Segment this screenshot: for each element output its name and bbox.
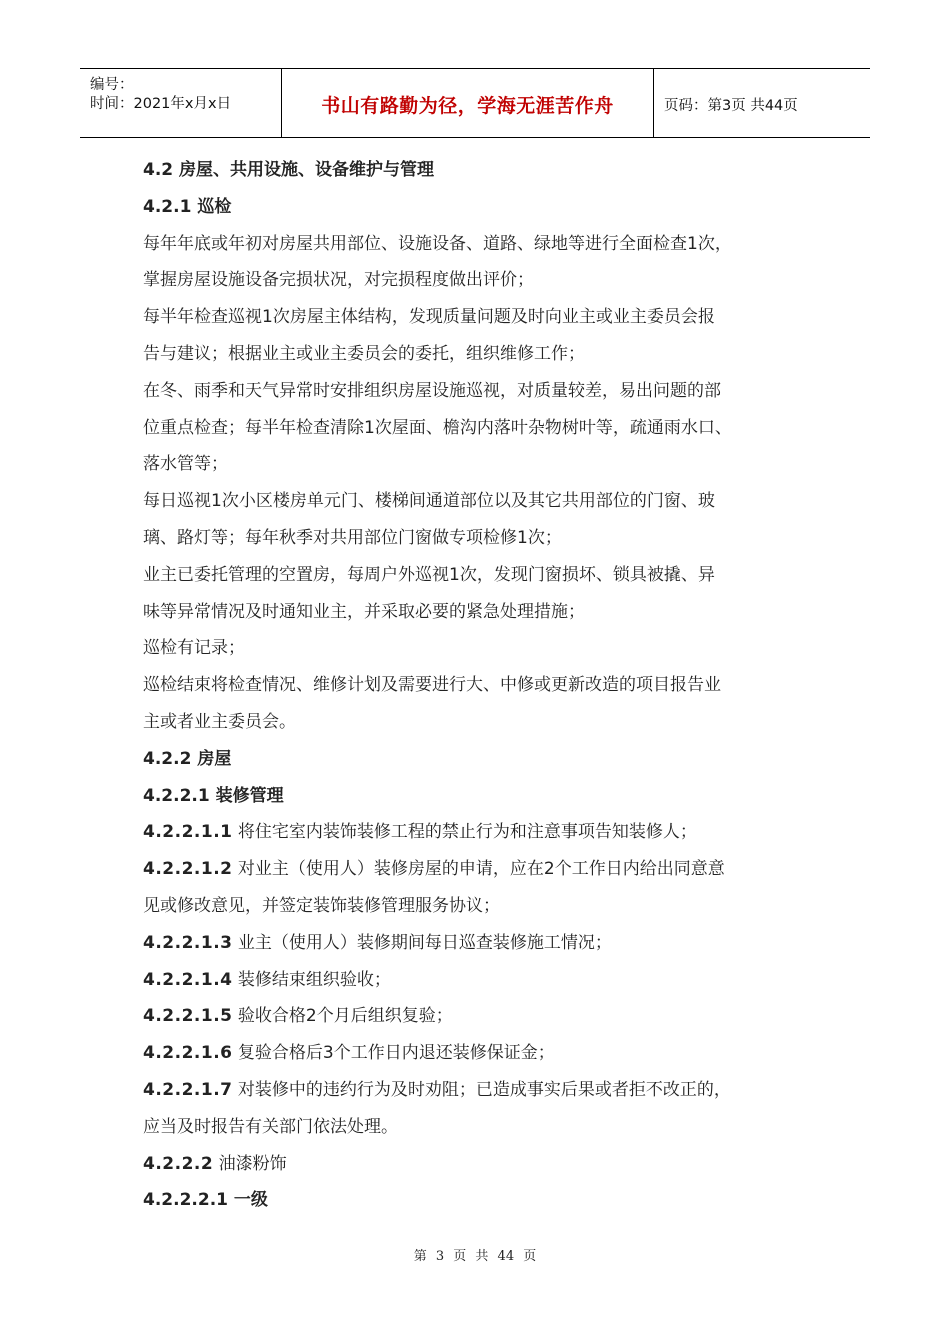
subsection-heading: 4.2.2.1 装修管理 [143, 785, 284, 806]
paragraph-line: 见或修改意见，并签定装饰装修管理服务协议； [143, 895, 500, 916]
paragraph-line: 在冬、雨季和天气异常时安排组织房屋设施巡视，对质量较差，易出问题的部 [143, 380, 721, 401]
document-body [143, 152, 823, 1219]
list-item [143, 1035, 823, 1072]
item-number: 4.2.2.1.6 [143, 1043, 233, 1064]
paragraph-line: 巡检结束将检查情况、维修计划及需要进行大、中修或更新改造的项目报告业 [143, 675, 721, 696]
section-heading: 4.2 房屋、共用设施、设备维护与管理 [143, 160, 435, 180]
paragraph-line: 位重点检查；每半年检查清除1次屋面、檐沟内落叶杂物树叶等，疏通雨水口、 [143, 417, 732, 438]
list-item [143, 851, 823, 888]
paragraph-line: 落水管等； [143, 454, 228, 475]
item-number: 4.2.2.1.3 [143, 932, 233, 953]
header-page-cell [654, 69, 870, 137]
item-text: 业主（使用人）装修期间每日巡查装修施工情况； [232, 932, 612, 953]
paragraph-line: 巡检有记录； [143, 638, 245, 659]
list-item [143, 925, 823, 962]
item-text: 复验合格后3个工作日内退还装修保证金； [232, 1043, 555, 1064]
doc-number-label: 编号： [90, 77, 134, 93]
paragraph-line: 每日巡视1次小区楼房单元门、楼梯间通道部位以及其它共用部位的门窗、玻 [143, 491, 715, 512]
list-item [143, 814, 823, 851]
paragraph-line: 应当及时报告有关部门依法处理。 [143, 1116, 398, 1137]
header-motto-cell [282, 69, 654, 137]
heading-text: 油漆粉饰 [213, 1153, 287, 1174]
date-label: 时间：2021年x月x日 [90, 96, 232, 112]
page-footer: 第 3 页 共 44 页 [413, 1249, 537, 1264]
paragraph-line: 每年年底或年初对房屋共用部位、设施设备、道路、绿地等进行全面检查1次， [143, 233, 732, 254]
paragraph-line: 璃、路灯等；每年秋季对共用部位门窗做专项检修1次； [143, 527, 562, 548]
subsection-heading [143, 1146, 823, 1183]
item-text: 对业主（使用人）装修房屋的申请，应在2个工作日内给出同意意 [232, 859, 725, 880]
item-text: 将住宅室内装饰装修工程的禁止行为和注意事项告知装修人； [232, 822, 697, 843]
item-text: 装修结束组织验收； [232, 969, 391, 990]
list-item [143, 998, 823, 1035]
item-number: 4.2.2.1.5 [143, 1006, 233, 1027]
heading-number: 4.2.2.2 [143, 1153, 214, 1174]
page-info: 页码：第3页 共44页 [664, 98, 798, 114]
subsection-heading: 4.2.1 巡检 [143, 196, 232, 217]
item-number: 4.2.2.1.4 [143, 969, 233, 990]
paragraph-line: 业主已委托管理的空置房，每周户外巡视1次，发现门窗损坏、锁具被撬、异 [143, 564, 715, 585]
paragraph-line: 味等异常情况及时通知业主，并采取必要的紧急处理措施； [143, 601, 585, 622]
motto-text: 书山有路勤为径，学海无涯苦作舟 [321, 95, 614, 117]
list-item [143, 1072, 823, 1109]
paragraph-line: 告与建议；根据业主或业主委员会的委托，组织维修工作； [143, 343, 585, 364]
subsection-heading: 4.2.2.2.1 一级 [143, 1190, 268, 1211]
item-number: 4.2.2.1.1 [143, 822, 233, 843]
list-item [143, 962, 823, 999]
paragraph-line: 掌握房屋设施设备完损状况，对完损程度做出评价； [143, 270, 534, 291]
header-meta-cell [80, 69, 282, 137]
paragraph-line: 主或者业主委员会。 [143, 711, 296, 732]
item-number: 4.2.2.1.7 [143, 1079, 233, 1100]
page-header [80, 68, 870, 138]
paragraph-line: 每半年检查巡视1次房屋主体结构，发现质量问题及时向业主或业主委员会报 [143, 307, 715, 328]
item-text: 验收合格2个月后组织复验； [232, 1006, 453, 1027]
subsection-heading: 4.2.2 房屋 [143, 748, 232, 769]
item-text: 对装修中的违约行为及时劝阻；已造成事实后果或者拒不改正的， [232, 1079, 731, 1100]
item-number: 4.2.2.1.2 [143, 859, 233, 880]
